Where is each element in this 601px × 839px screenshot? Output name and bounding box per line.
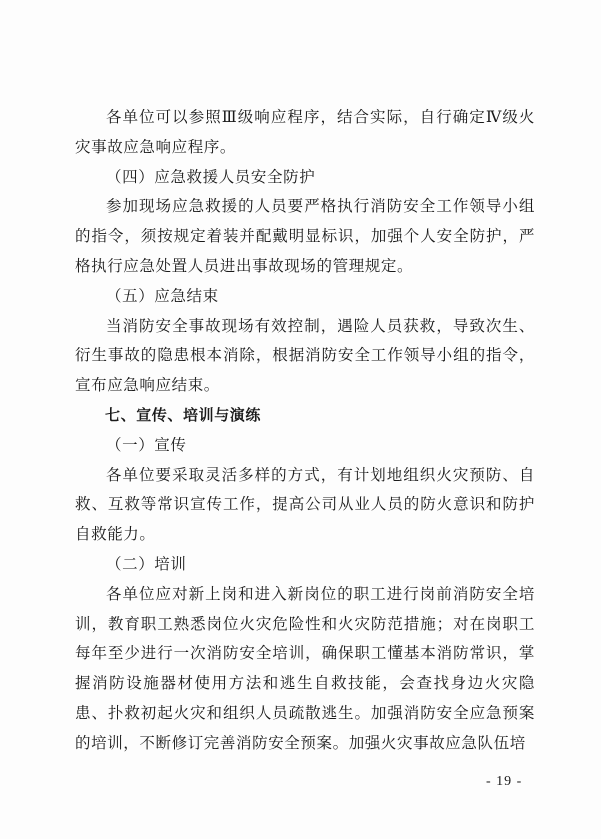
heading-training: （二）培训 bbox=[106, 554, 187, 573]
paragraph-publicity: 各单位要采取灵活多样的方式，有计划地组织火灾预防、自救、互救等常识宣传工作，提高公司从业人员的防火意识和防护自救能力。 bbox=[75, 465, 535, 544]
heading-rescue-safety: （四）应急救援人员安全防护 bbox=[106, 167, 316, 186]
heading-emergency-end: （五）应急结束 bbox=[106, 286, 219, 305]
heading-publicity: （一）宣传 bbox=[106, 435, 187, 454]
paragraph-level4-response: 各单位可以参照Ⅲ级响应程序，结合实际，自行确定Ⅳ级火灾事故应急响应程序。 bbox=[75, 108, 535, 156]
paragraph-emergency-end: 当消防安全事故现场有效控制，遇险人员获救，导致次生、衍生事故的隐患根本消除，根据消防安全工作领导小组的指令，宣布应急响应结束。 bbox=[75, 316, 535, 395]
page-number: - 19 - bbox=[486, 774, 523, 789]
page-body bbox=[75, 103, 535, 759]
paragraph-training: 各单位应对新上岗和进入新岗位的职工进行岗前消防安全培训，教育职工熟悉岗位火灾危险性和火灾防范措施；对在岗职工每年至少进行一次消防安全培训，确保职工懂基本消防常识，掌握消防设施器材使用方法和逃生自救技能，会查找身边火灾隐患、扑救初起火灾和组织人员疏散逃生。加强消防安全应急预案的培训，不断修订完善消防安全预案。加强火灾事故应急队伍培 bbox=[75, 584, 535, 752]
paragraph-rescue-safety: 参加现场应急救援的人员要严格执行消防安全工作领导小组的指令，须按规定着装并配戴明显标识，加强个人安全防护，严格执行应急处置人员进出事故现场的管理规定。 bbox=[75, 197, 535, 275]
section-heading-publicity-training: 七、宣传、培训与演练 bbox=[105, 405, 262, 424]
